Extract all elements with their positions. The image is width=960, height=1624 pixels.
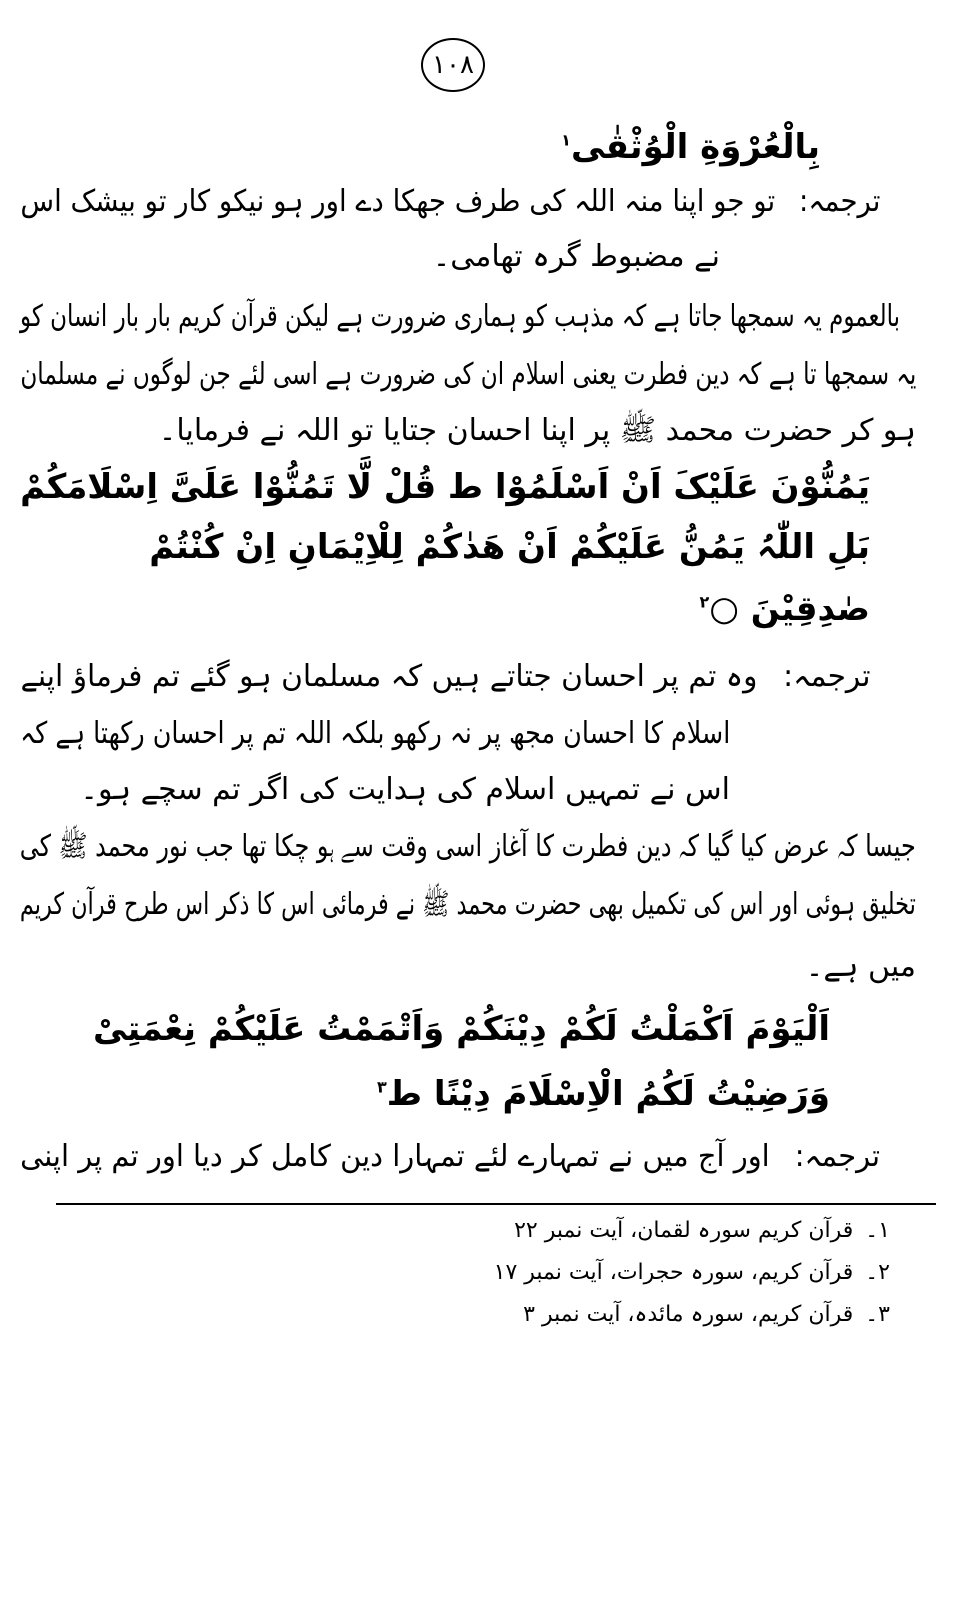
translation-line <box>80 773 730 808</box>
translation-line <box>20 185 880 220</box>
verse-text: بِالْعُرْوَةِ الْوُثْقٰی <box>570 127 820 167</box>
translation-text: وہ تم پر احسان جتاتے ہیں کہ مسلمان ہو گئے تم فرماؤ اپنے <box>20 659 757 694</box>
footnote-text: قرآن کریم، سورہ مائدہ، آیت نمبر ۳ <box>523 1302 854 1327</box>
translation-label: ترجمہ: <box>798 184 880 219</box>
quran-verse-line <box>20 468 870 507</box>
translation-text: تو جو اپنا منہ اللہ کی طرف جھکا دے اور ہو نیکو کار تو بیشک اس <box>20 184 775 219</box>
quran-verse-line <box>699 590 870 629</box>
footnote <box>514 1218 890 1243</box>
quran-verse-line <box>377 1075 830 1114</box>
verse-text: یَمُنُّوْنَ عَلَیْکَ اَنْ اَسْلَمُوْا ط قُلْ لَّا تَمُنُّوْا عَلَیَّ اِسْلَامَکُمْ <box>20 467 870 507</box>
paragraph-text: میں ہے۔ <box>805 949 916 984</box>
verse-text: صٰدِقِیْنَ ○ <box>709 589 870 629</box>
translation-text: اس نے تمہیں اسلام کی ہدایت کی اگر تم سچے ہو۔ <box>80 772 730 807</box>
paragraph-text: یہ سمجھا تا ہے کہ دین فطرت یعنی اسلام ان کی ضرورت ہے اسی لئے جن لوگوں نے مسلمان <box>20 357 916 392</box>
verse-text: اَلْیَوْمَ اَکْمَلْتُ لَکُمْ دِیْنَکُمْ وَاَتْمَمْتُ عَلَیْکُمْ نِعْمَتِیْ <box>93 1009 830 1049</box>
paragraph-line <box>20 358 916 393</box>
footnote-divider <box>56 1203 936 1205</box>
verse-text: وَرَضِیْتُ لَکُمُ الْاِسْلَامَ دِیْنًا ط <box>386 1074 830 1114</box>
paragraph-text: ہو کر حضرت محمد ﷺ پر اپنا احسان جتایا تو اللہ نے فرمایا۔ <box>158 413 916 448</box>
paragraph-line <box>20 300 900 335</box>
footnote-text: قرآن کریم، سورہ حجرات، آیت نمبر ۱۷ <box>493 1260 854 1285</box>
footnote-text: قرآن کریم سورہ لقمان، آیت نمبر ۲۲ <box>514 1218 854 1243</box>
verse-text: بَلِ اللّٰہُ یَمُنُّ عَلَیْکُمْ اَنْ ھَدٰکُمْ لِلْاِیْمَانِ اِنْ کُنْتُمْ <box>149 527 870 567</box>
translation-text: اور آج میں نے تمہارے لئے تمہارا دین کامل کر دیا اور تم پر اپنی <box>20 1139 770 1174</box>
translation-label: ترجمہ: <box>782 659 870 694</box>
translation-line <box>20 717 730 752</box>
paragraph-line <box>806 950 916 985</box>
page-number: ۱۰۸ <box>432 50 474 80</box>
page-number-circle <box>421 38 485 92</box>
translation-line <box>433 240 720 275</box>
footnote <box>494 1260 890 1285</box>
translation-label: ترجمہ: <box>794 1139 880 1174</box>
footnote-ref: ۱ <box>561 130 571 150</box>
footnote-number: ۲۔ <box>865 1260 890 1285</box>
paragraph-text: بالعموم یہ سمجھا جاتا ہے کہ مذہب کو ہماری ضرورت ہے لیکن قرآن کریم بار بار انسان کو <box>20 299 900 334</box>
translation-text: نے مضبوط گرہ تھامی۔ <box>432 239 720 274</box>
translation-line <box>20 660 870 695</box>
quran-verse-line <box>149 528 870 567</box>
quran-verse-line <box>561 128 820 167</box>
footnote-ref: ۲ <box>699 592 710 612</box>
footnote <box>523 1302 890 1327</box>
quran-verse-line <box>93 1010 830 1049</box>
paragraph-line <box>159 414 916 449</box>
footnote-number: ۳۔ <box>865 1302 890 1327</box>
paragraph-line <box>20 888 916 923</box>
paragraph-text: جیسا کہ عرض کیا گیا کہ دین فطرت کا آغاز اسی وقت سے ہو چکا تھا جب نور محمد ﷺ کی <box>20 829 916 864</box>
paragraph-line <box>20 830 916 865</box>
footnote-number: ۱۔ <box>865 1218 890 1243</box>
translation-text: اسلام کا احسان مجھ پر نہ رکھو بلکہ اللہ تم پر احسان رکھتا ہے کہ <box>20 716 730 751</box>
translation-line <box>20 1140 880 1175</box>
footnote-ref: ۳ <box>376 1077 387 1097</box>
paragraph-text: تخلیق ہوئی اور اس کی تکمیل بھی حضرت محمد ﷺ نے فرمائی اس کا ذکر اس طرح قرآن کریم <box>20 887 916 922</box>
